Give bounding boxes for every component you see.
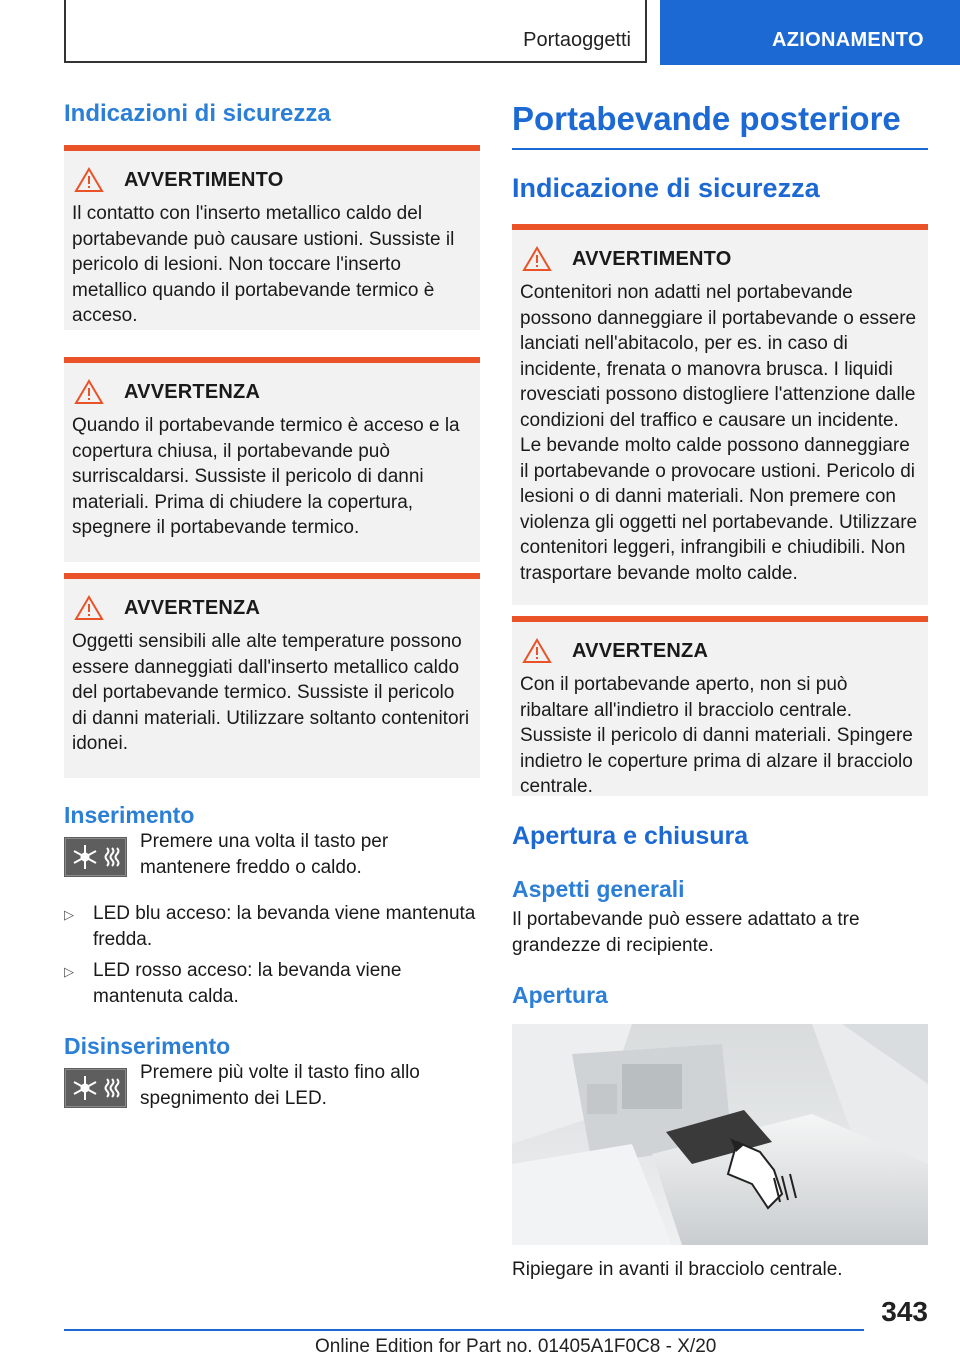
photo-caption: Ripiegare in avanti il bracciolo centrale. (512, 1259, 843, 1280)
warning-box (512, 224, 928, 605)
left-safety-title: Indicazioni di sicurezza (64, 100, 331, 127)
warning-triangle-icon (74, 167, 104, 193)
warning-label: AVVERTIMENTO (124, 168, 284, 191)
header-chapter-label: AZIONAMENTO (772, 29, 924, 51)
warning-text: Contenitori non adatti nel portabevande possono danneggiare il portabevande o essere lanciati nell'abitacolo, per es. in caso di incidente, frenata o manovra brusca. I liquidi rovesciati possono distogliere l'attenzione dalle condizioni del traffico e causare un incidente. Le bevande molto calde possono danneggiare il portabevande o provocare ustioni. Pericolo di lesioni o di danni materiali. Non premere con violenza gli oggetti nel portabevande. Utilizzare contenitori leggeri, infrangibili e chiudibili. Non trasportare bevande molto calde. (520, 282, 918, 584)
general-text: Il portabevande può essere adattato a tre grandezze di recipiente. (512, 909, 860, 956)
warning-label: AVVERTIMENTO (572, 247, 732, 270)
triangle-bullet-icon: ▷ (64, 964, 74, 979)
off-text: Premere più volte il tasto fino allo spegnimento dei LED. (140, 1062, 420, 1109)
triangle-bullet-icon: ▷ (64, 907, 74, 922)
cool-heat-button-icon (64, 837, 127, 877)
warning-box (64, 145, 480, 330)
main-title: Portabevande posteriore (512, 100, 928, 150)
warning-box (64, 573, 480, 778)
list-item-text: LED rosso acceso: la bevanda viene mantenuta calda. (93, 960, 402, 1007)
warning-box (512, 616, 928, 796)
page-number: 343 (881, 1296, 928, 1327)
on-instruction (64, 831, 480, 880)
off-instruction (64, 1062, 480, 1111)
warning-label: AVVERTENZA (124, 596, 261, 619)
on-title: Inserimento (64, 802, 195, 828)
warning-triangle-icon (74, 595, 104, 621)
off-title: Disinserimento (64, 1033, 231, 1059)
list-item (64, 958, 480, 1009)
general-title: Aspetti generali (512, 876, 685, 902)
list-item (64, 901, 480, 952)
footer-divider (64, 1329, 864, 1331)
warning-box (64, 357, 480, 562)
warning-label: AVVERTENZA (124, 380, 261, 403)
right-column (512, 100, 928, 1283)
cool-heat-button-icon (64, 1068, 127, 1108)
header-section-box (64, 0, 647, 63)
left-column (64, 100, 480, 1111)
warning-triangle-icon (522, 246, 552, 272)
on-text: Premere una volta il tasto per mantenere freddo o caldo. (140, 831, 389, 878)
warning-triangle-icon (74, 379, 104, 405)
header-section-title: Portaoggetti (523, 29, 631, 51)
right-safety-title: Indicazione di sicurezza (512, 173, 820, 203)
open-close-title: Apertura e chiusura (512, 822, 749, 850)
footer-edition: Online Edition for Part no. 01405A1F0C8 - X/20 (315, 1336, 717, 1357)
warning-label: AVVERTENZA (572, 639, 709, 662)
warning-text: Quando il portabevande termico è acceso e la copertura chiusa, il portabevande può surriscaldarsi. Sussiste il pericolo di danni materiali. Prima di chiudere la copertura, spegnere il portabevande termico. (72, 415, 460, 538)
opening-title: Apertura (512, 982, 608, 1008)
warning-triangle-icon (522, 638, 552, 664)
warning-text: Il contatto con l'inserto metallico caldo del portabevande può causare ustioni. Sussiste il pericolo di lesioni. Non toccare l'inserto metallico quando il portabevande termico è acceso. (72, 203, 455, 326)
header-chapter-tab (660, 0, 960, 65)
armrest-photo (512, 1024, 928, 1245)
list-item-text: LED blu acceso: la bevanda viene mantenuta fredda. (93, 903, 476, 950)
warning-text: Oggetti sensibili alle alte temperature possono essere danneggiati dall'inserto metallico caldo del portabevande termico. Sussiste il pericolo di danni materiali. Utilizzare soltanto contenitori idonei. (72, 631, 470, 754)
warning-text: Con il portabevande aperto, non si può ribaltare all'indietro il bracciolo centrale. Sussiste il pericolo di danni materiali. Spingere indietro le coperture prima di alzare il bracciolo centrale. (520, 674, 913, 797)
